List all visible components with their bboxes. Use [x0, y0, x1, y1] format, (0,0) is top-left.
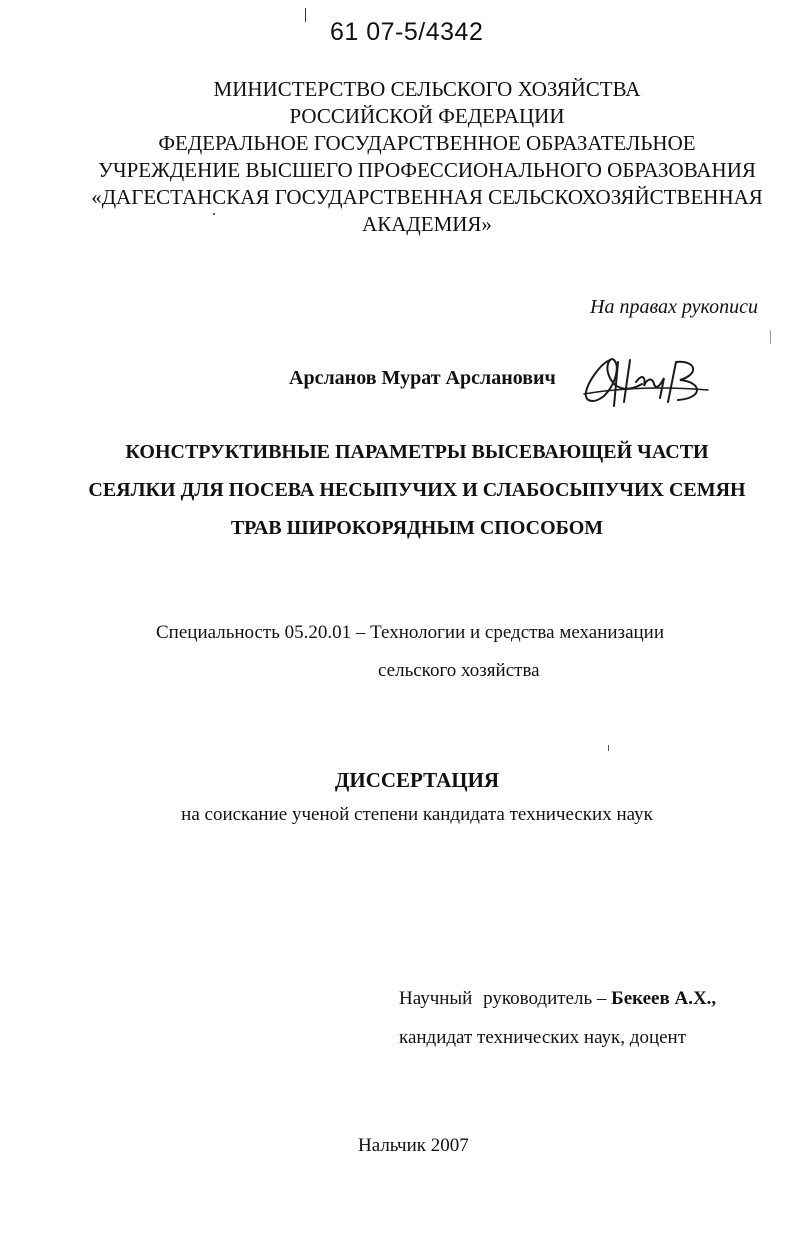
institution-line: МИНИСТЕРСТВО СЕЛЬСКОГО ХОЗЯЙСТВА: [213, 77, 641, 101]
scan-speck: [213, 213, 215, 215]
author-signature: [580, 352, 720, 412]
place-year: Нальчик 2007: [358, 1135, 469, 1156]
document-type: ДИССЕРТАЦИЯ: [334, 768, 500, 792]
institution-line: УЧРЕЖДЕНИЕ ВЫСШЕГО ПРОФЕССИОНАЛЬНОГО ОБРАЗОВАНИЯ: [98, 158, 756, 182]
archive-number: 61 07-5/4342: [330, 18, 484, 46]
scan-speck: [608, 745, 609, 751]
title-line: ТРАВ ШИРОКОРЯДНЫМ СПОСОБОМ: [230, 517, 604, 539]
supervisor-line: [399, 988, 716, 1010]
scan-mark: [305, 8, 306, 22]
degree-line: на соискание ученой степени кандидата технических наук: [181, 804, 653, 825]
author-name: Арсланов Мурат Арсланович: [289, 367, 556, 389]
institution-block: [60, 76, 794, 238]
title-line: КОНСТРУКТИВНЫЕ ПАРАМЕТРЫ ВЫСЕВАЮЩЕЙ ЧАСТИ: [125, 441, 709, 463]
institution-line: АКАДЕМИЯ»: [362, 212, 492, 236]
institution-line: ФЕДЕРАЛЬНОЕ ГОСУДАРСТВЕННОЕ ОБРАЗАТЕЛЬНОЕ: [158, 131, 696, 155]
scan-speck: [770, 330, 771, 344]
supervisor-label-2: руководитель: [483, 988, 593, 1009]
supervisor-label: Научный: [399, 988, 473, 1009]
supervisor-dash: –: [596, 988, 607, 1009]
institution-line: РОССИЙСКОЙ ФЕДЕРАЦИИ: [289, 104, 565, 128]
supervisor-degree: кандидат технических наук, доцент: [399, 1027, 687, 1048]
title-line: СЕЯЛКИ ДЛЯ ПОСЕВА НЕСЫПУЧИХ И СЛАБОСЫПУЧИХ СЕМЯН: [88, 479, 746, 501]
specialty-line: Специальность 05.20.01 – Технологии и средства механизации: [156, 622, 664, 643]
specialty-line-continued: сельского хозяйства: [378, 660, 540, 681]
supervisor-name: Бекеев А.Х.,: [611, 988, 717, 1009]
manuscript-rights-note: На правах рукописи: [590, 296, 758, 318]
institution-line: «ДАГЕСТАНСКАЯ ГОСУДАРСТВЕННАЯ СЕЛЬСКОХОЗЯЙСТВЕННАЯ: [91, 185, 763, 209]
thesis-title: [40, 433, 794, 547]
